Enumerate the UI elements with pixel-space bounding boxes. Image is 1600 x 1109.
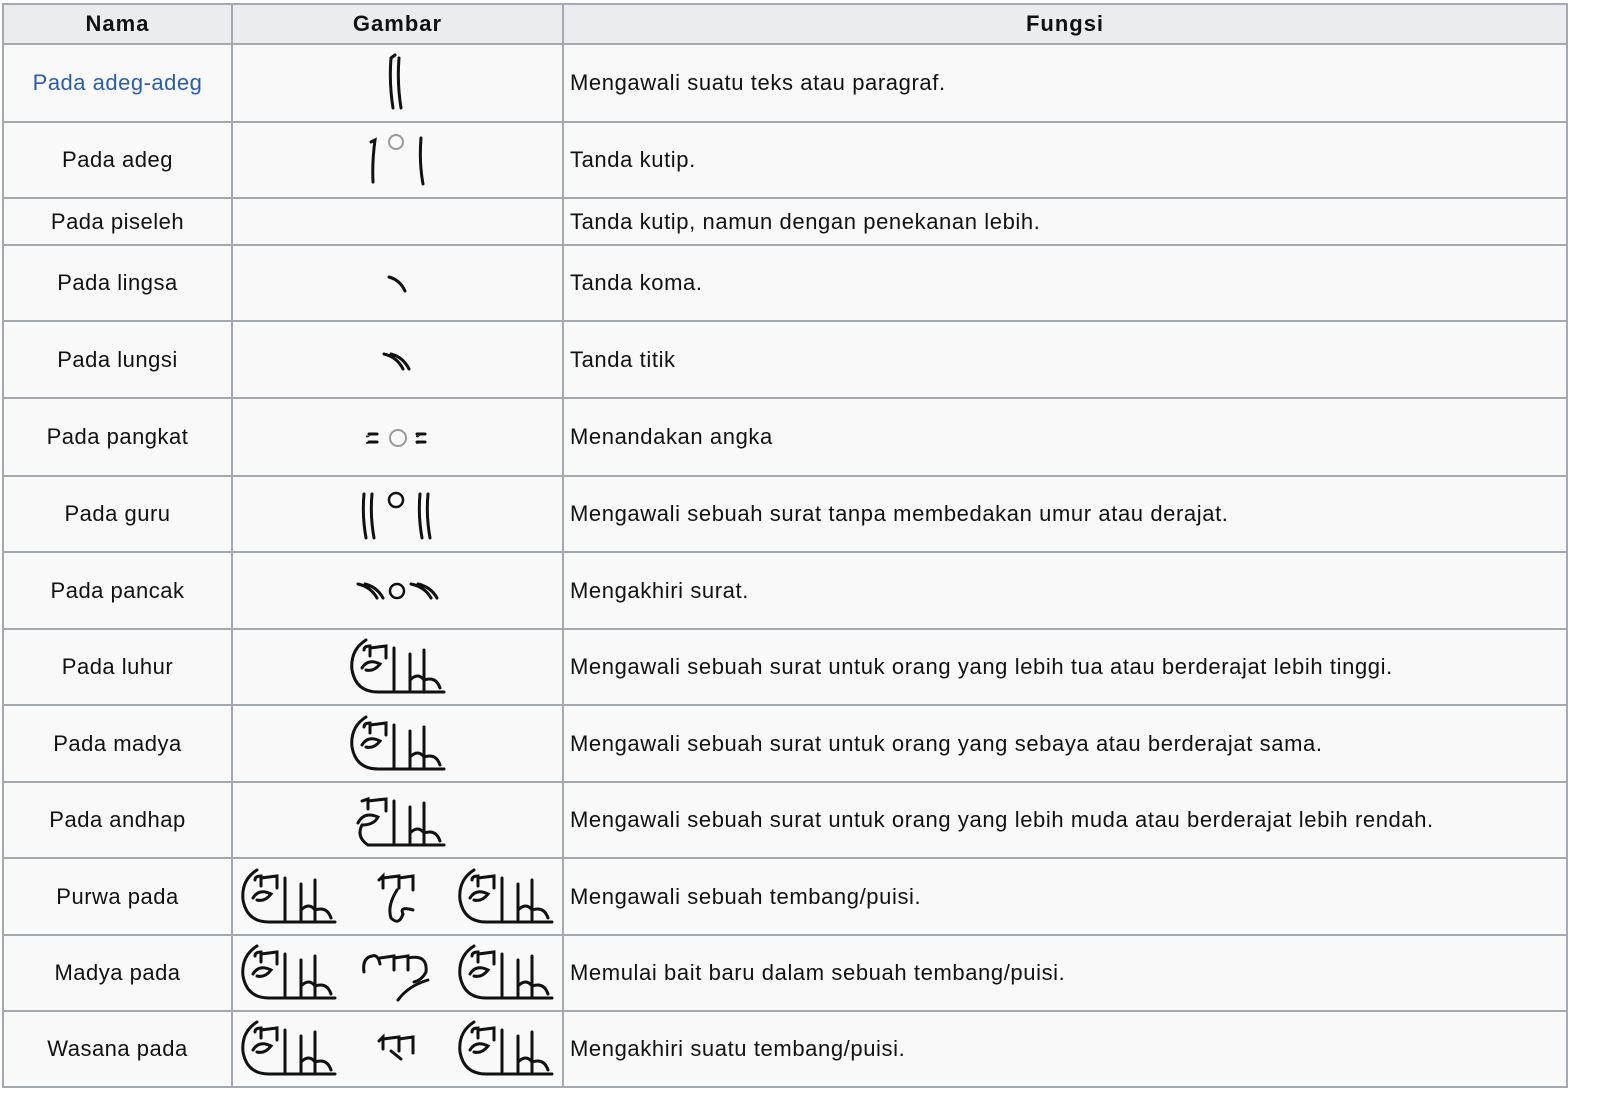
row-function: Tanda titik <box>570 346 676 372</box>
cell-image <box>232 782 563 858</box>
luhur-glyph-icon <box>239 866 339 928</box>
table-row <box>3 122 1567 198</box>
row-name: Pada pangkat <box>46 424 189 449</box>
wasana-glyph-icon <box>373 1029 423 1069</box>
row-function: Mengawali sebuah surat untuk orang yang sebaya atau berderajat sama. <box>570 730 1323 756</box>
cell-image <box>232 1011 563 1087</box>
madya-glyph-icon <box>358 942 438 1004</box>
row-name: Pada lungsi <box>57 346 178 372</box>
cell-function <box>563 321 1567 398</box>
row-function: Memulai bait baru dalam sebuah tembang/puisi. <box>570 960 1066 985</box>
table-header-row <box>3 4 1567 44</box>
cell-image <box>232 44 563 122</box>
header-name: Nama <box>3 4 232 44</box>
row-name: Purwa pada <box>56 883 179 909</box>
row-name: Wasana pada <box>47 1036 188 1061</box>
cell-name <box>3 552 232 629</box>
cell-function <box>563 858 1567 935</box>
table-row <box>3 198 1567 245</box>
row-name: Pada luhur <box>61 654 174 679</box>
table-row <box>3 398 1567 476</box>
table-row <box>3 245 1567 321</box>
cell-name <box>3 935 232 1011</box>
table-row <box>3 705 1567 782</box>
guru-glyph-icon <box>358 500 438 525</box>
table-row <box>3 1011 1567 1087</box>
row-function: Mengawali sebuah surat untuk orang yang lebih muda atau berderajat lebih rendah. <box>570 807 1434 832</box>
row-function: Tanda koma. <box>570 270 703 295</box>
cell-function <box>563 552 1567 629</box>
table-row <box>3 858 1567 935</box>
luhur-glyph-icon <box>348 653 448 678</box>
header-function: Fungsi <box>563 4 1567 44</box>
cell-function <box>563 44 1567 122</box>
cell-function <box>563 1011 1567 1087</box>
luhur-glyph-icon <box>456 942 556 1004</box>
row-function: Tanda kutip, namun dengan penekanan lebih. <box>570 208 1041 234</box>
row-name: Pada pancak <box>50 577 185 603</box>
luhur-glyph-icon <box>348 729 448 754</box>
cell-image <box>232 321 563 398</box>
table-row <box>3 321 1567 398</box>
cell-name <box>3 245 232 321</box>
table-row <box>3 476 1567 552</box>
cell-image <box>232 398 563 476</box>
adeg-adeg-glyph-icon <box>383 69 413 94</box>
cell-function <box>563 398 1567 476</box>
cell-image <box>232 552 563 629</box>
cell-image <box>232 198 563 245</box>
row-name: Pada guru <box>64 501 171 526</box>
cell-name <box>3 122 232 198</box>
cell-function <box>563 705 1567 782</box>
row-function: Tanda kutip. <box>570 147 696 172</box>
cell-name <box>3 44 232 122</box>
luhur-glyph-icon <box>239 942 339 1004</box>
svg-text:꧇: ꧇ <box>364 427 370 450</box>
row-name-link[interactable]: Pada adeg-adeg <box>32 70 203 95</box>
cell-name <box>3 629 232 705</box>
purwa-glyph-icon <box>373 866 423 928</box>
cell-function <box>563 476 1567 552</box>
cell-image <box>232 858 563 935</box>
table-row <box>3 935 1567 1011</box>
row-function: Mengawali sebuah surat tanpa membedakan umur atau derajat. <box>570 501 1229 526</box>
row-name: Pada piseleh <box>50 208 185 234</box>
cell-name <box>3 321 232 398</box>
row-name: Pada madya <box>53 730 182 756</box>
andhap-glyph-icon <box>348 806 448 831</box>
row-function: Mengakhiri surat. <box>570 577 749 603</box>
pancak-glyph-icon <box>355 577 441 602</box>
row-name: Madya pada <box>54 960 181 985</box>
cell-image <box>232 122 563 198</box>
table-row <box>3 552 1567 629</box>
table-row <box>3 44 1567 122</box>
row-name: Pada andhap <box>49 807 186 832</box>
cell-name <box>3 398 232 476</box>
luhur-glyph-icon <box>239 1018 339 1080</box>
cell-name <box>3 198 232 245</box>
cell-function <box>563 629 1567 705</box>
row-function: Mengakhiri suatu tembang/puisi. <box>570 1036 906 1061</box>
cell-image <box>232 245 563 321</box>
table-row <box>3 629 1567 705</box>
cell-image <box>232 705 563 782</box>
cell-name <box>3 705 232 782</box>
cell-function <box>563 198 1567 245</box>
row-function: Menandakan angka <box>570 424 773 449</box>
cell-function <box>563 245 1567 321</box>
cell-name <box>3 858 232 935</box>
cell-image <box>232 935 563 1011</box>
row-name: Pada adeg <box>62 147 173 172</box>
lungsi-glyph-icon <box>381 346 415 371</box>
cell-name <box>3 782 232 858</box>
cell-name <box>3 476 232 552</box>
cell-function <box>563 122 1567 198</box>
row-function: Mengawali sebuah surat untuk orang yang lebih tua atau berderajat lebih tinggi. <box>570 654 1393 679</box>
punctuation-table <box>2 3 1568 1088</box>
svg-text:꧇: ꧇ <box>414 427 420 450</box>
luhur-glyph-icon <box>456 866 556 928</box>
cell-image <box>232 476 563 552</box>
header-image: Gambar <box>232 4 563 44</box>
lingsa-glyph-icon <box>386 270 410 295</box>
row-name: Pada lingsa <box>57 270 178 295</box>
row-function: Mengawali sebuah tembang/puisi. <box>570 883 922 909</box>
luhur-glyph-icon <box>456 1018 556 1080</box>
cell-function <box>563 782 1567 858</box>
cell-name <box>3 1011 232 1087</box>
cell-image <box>232 629 563 705</box>
cell-function <box>563 935 1567 1011</box>
adeg-glyph-icon <box>363 146 433 171</box>
table-row <box>3 782 1567 858</box>
row-function: Mengawali suatu teks atau paragraf. <box>570 70 946 95</box>
pangkat-glyph-icon <box>363 423 433 448</box>
